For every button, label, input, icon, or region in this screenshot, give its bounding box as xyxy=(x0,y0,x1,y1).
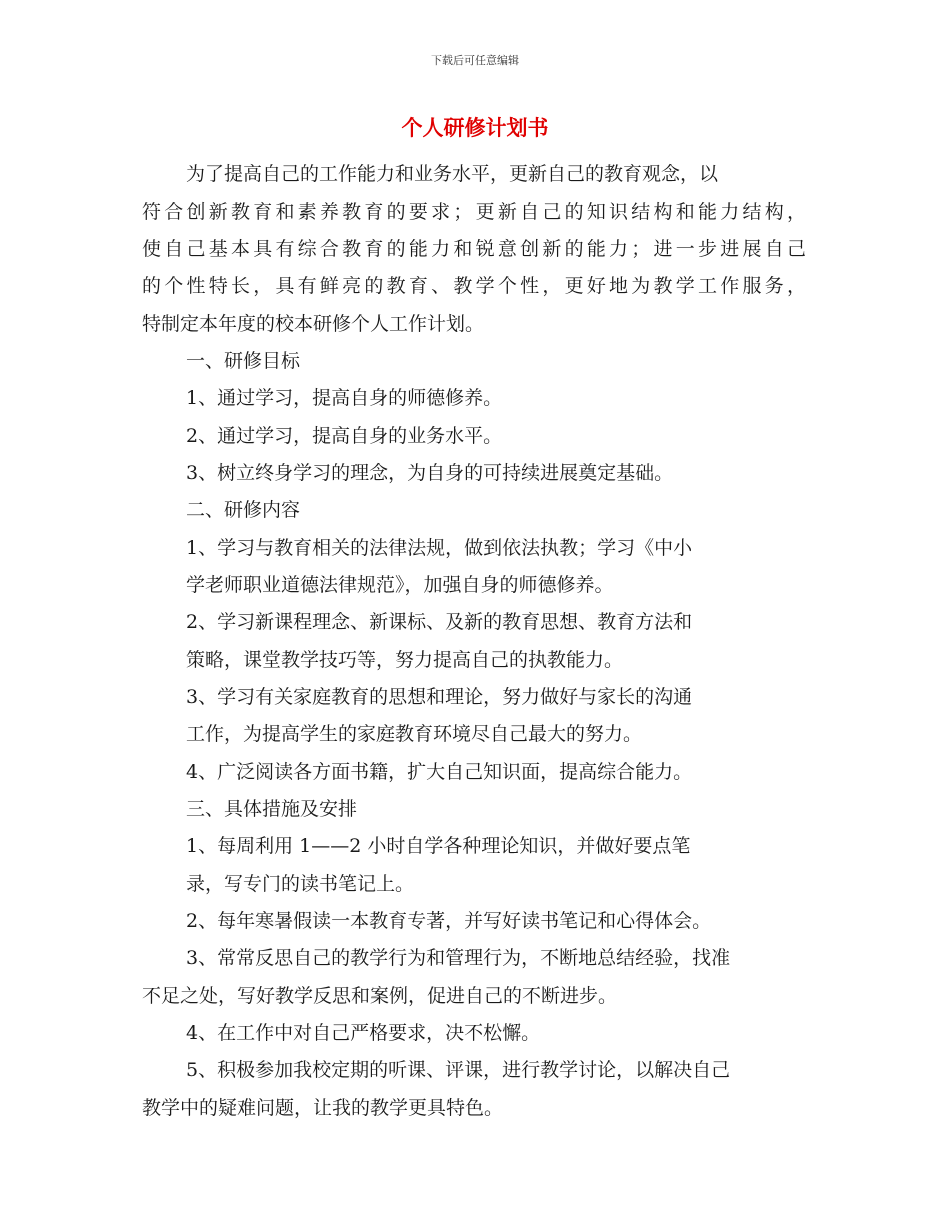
paragraph-line: 为了提高自己的工作能力和业务水平，更新自己的教育观念，以 xyxy=(186,163,719,185)
list-item: 2、每年寒暑假读一本教育专著，并写好读书笔记和心得体会。 xyxy=(186,910,712,932)
paragraph-line: 符合创新教育和素养教育的要求；更新自己的知识结构和能力结构， xyxy=(142,201,806,223)
section-heading: 一、研修目标 xyxy=(186,350,301,372)
list-item: 2、学习新课程理念、新课标、及新的教育思想、教育方法和 xyxy=(186,611,693,633)
list-item-continuation: 录，写专门的读书笔记上。 xyxy=(186,873,415,895)
list-item: 4、在工作中对自己严格要求，决不松懈。 xyxy=(186,1022,541,1044)
list-item-continuation: 工作，为提高学生的家庭教育环境尽自己最大的努力。 xyxy=(186,723,643,745)
page-header-note: 下载后可任意编辑 xyxy=(431,54,519,67)
list-item: 4、广泛阅读各方面书籍，扩大自己知识面，提高综合能力。 xyxy=(186,761,693,783)
list-item-continuation: 教学中的疑难问题，让我的教学更具特色。 xyxy=(142,1097,504,1119)
paragraph-line: 使自己基本具有综合教育的能力和锐意创新的能力；进一步进展自己 xyxy=(142,238,806,260)
list-item: 2、通过学习，提高自身的业务水平。 xyxy=(186,425,503,447)
list-item: 3、树立终身学习的理念，为自身的可持续进展奠定基础。 xyxy=(186,462,674,484)
document-title: 个人研修计划书 xyxy=(401,116,549,140)
list-item: 1、每周利用 1——2 小时自学各种理论知识，并做好要点笔 xyxy=(186,835,691,857)
paragraph-line: 特制定本年度的校本研修个人工作计划。 xyxy=(142,313,485,335)
list-item-continuation: 策略，课堂教学技巧等，努力提高自己的执教能力。 xyxy=(186,649,624,671)
list-item: 3、常常反思自己的教学行为和管理行为，不断地总结经验，找准 xyxy=(186,947,731,969)
section-heading: 三、具体措施及安排 xyxy=(186,798,358,820)
list-item-continuation: 学老师职业道德法律规范》，加强自身的师德修养。 xyxy=(186,574,614,596)
list-item: 3、学习有关家庭教育的思想和理论，努力做好与家长的沟通 xyxy=(186,686,693,708)
list-item-continuation: 不足之处，写好教学反思和案例，促进自己的不断进步。 xyxy=(142,985,618,1007)
section-heading: 二、研修内容 xyxy=(186,499,301,521)
list-item: 1、学习与教育相关的法律法规，做到依法执教；学习《中小 xyxy=(186,537,693,559)
list-item: 1、通过学习，提高自身的师德修养。 xyxy=(186,387,503,409)
paragraph-line: 的个性特长，具有鲜亮的教育、教学个性，更好地为教学工作服务， xyxy=(142,275,806,297)
list-item: 5、积极参加我校定期的听课、评课，进行教学讨论，以解决自己 xyxy=(186,1059,731,1081)
